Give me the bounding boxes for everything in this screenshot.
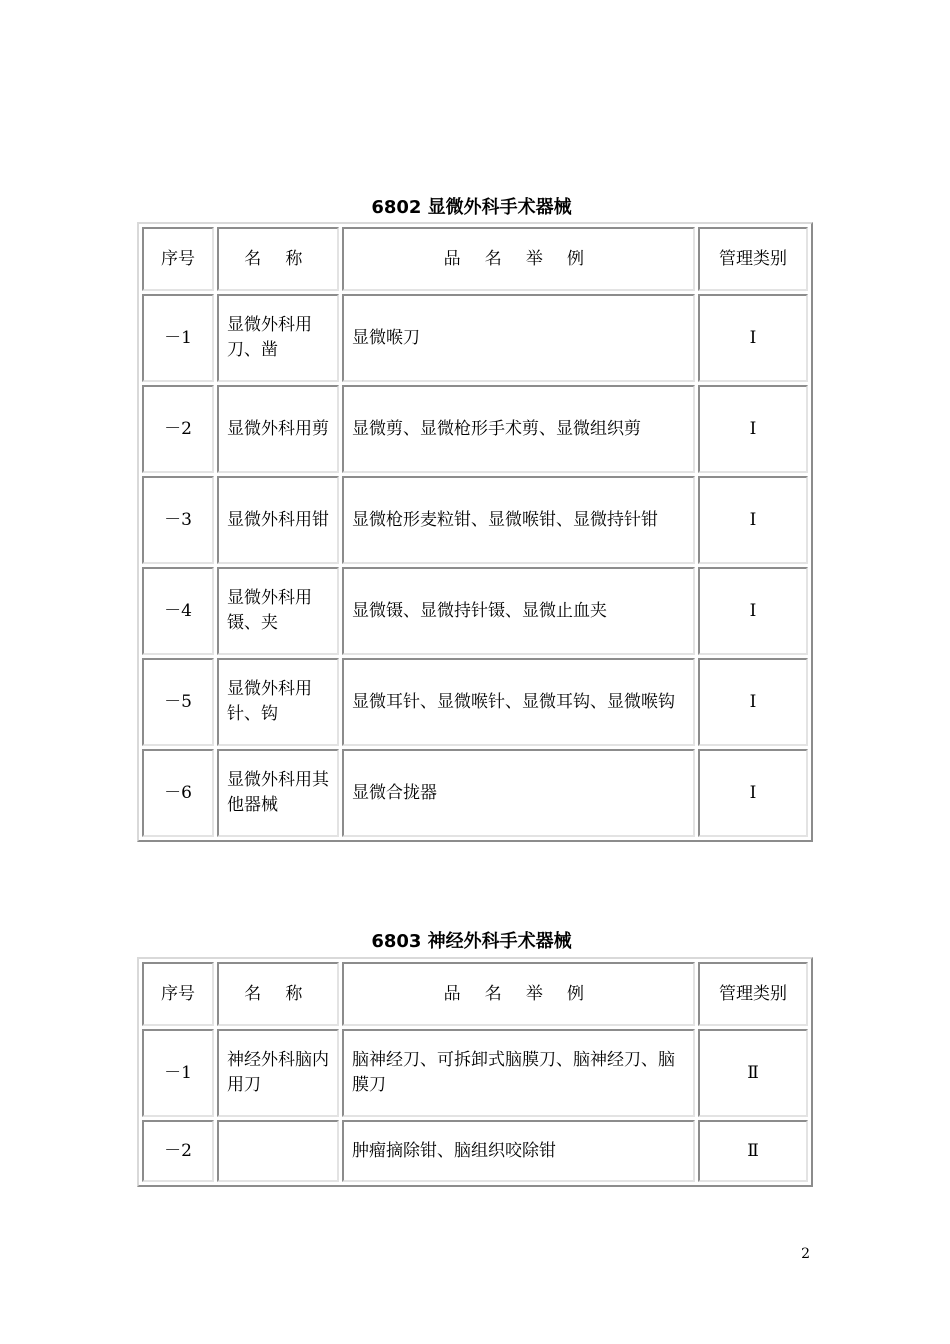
cell-seq: －2 bbox=[142, 1120, 214, 1182]
cell-name: 神经外科脑内用刀 bbox=[217, 1029, 339, 1117]
cell-name: 显微外科用镊、夹 bbox=[217, 567, 339, 655]
cell-class: Ⅱ bbox=[698, 1120, 808, 1182]
table-row bbox=[142, 567, 808, 655]
cell-class: Ⅰ bbox=[698, 294, 808, 382]
header-name: 名 称 bbox=[217, 962, 339, 1026]
cell-seq: －2 bbox=[142, 385, 214, 473]
cell-seq: －1 bbox=[142, 294, 214, 382]
header-examples: 品 名 举 例 bbox=[342, 227, 695, 291]
header-examples: 品 名 举 例 bbox=[342, 962, 695, 1026]
cell-class: Ⅰ bbox=[698, 567, 808, 655]
cell-name: 显微外科用剪 bbox=[217, 385, 339, 473]
table-row bbox=[142, 385, 808, 473]
cell-seq: －4 bbox=[142, 567, 214, 655]
cell-name: 显微外科用刀、凿 bbox=[217, 294, 339, 382]
cell-class: Ⅰ bbox=[698, 476, 808, 564]
cell-examples: 显微喉刀 bbox=[342, 294, 695, 382]
table-row bbox=[142, 294, 808, 382]
cell-name: 显微外科用其他器械 bbox=[217, 749, 339, 837]
cell-examples: 显微枪形麦粒钳、显微喉钳、显微持针钳 bbox=[342, 476, 695, 564]
cell-examples: 肿瘤摘除钳、脑组织咬除钳 bbox=[342, 1120, 695, 1182]
table-row bbox=[142, 476, 808, 564]
cell-class: Ⅰ bbox=[698, 658, 808, 746]
cell-name: 显微外科用针、钩 bbox=[217, 658, 339, 746]
table-row bbox=[142, 1029, 808, 1117]
header-seq: 序号 bbox=[142, 962, 214, 1026]
cell-examples: 显微剪、显微枪形手术剪、显微组织剪 bbox=[342, 385, 695, 473]
section-title-6803: 6803 神经外科手术器械 bbox=[371, 931, 572, 952]
cell-class: Ⅱ bbox=[698, 1029, 808, 1117]
cell-examples: 显微镊、显微持针镊、显微止血夹 bbox=[342, 567, 695, 655]
table-row bbox=[142, 1120, 808, 1182]
cell-seq: －6 bbox=[142, 749, 214, 837]
table-header-row bbox=[142, 962, 808, 1026]
table-row bbox=[142, 658, 808, 746]
cell-seq: －3 bbox=[142, 476, 214, 564]
header-class: 管理类别 bbox=[698, 227, 808, 291]
cell-seq: －1 bbox=[142, 1029, 214, 1117]
header-name: 名 称 bbox=[217, 227, 339, 291]
cell-examples: 脑神经刀、可拆卸式脑膜刀、脑神经刀、脑膜刀 bbox=[342, 1029, 695, 1117]
cell-name bbox=[217, 1120, 339, 1182]
cell-seq: －5 bbox=[142, 658, 214, 746]
table-6802 bbox=[137, 222, 813, 842]
table-row bbox=[142, 749, 808, 837]
header-seq: 序号 bbox=[142, 227, 214, 291]
cell-class: Ⅰ bbox=[698, 385, 808, 473]
cell-name: 显微外科用钳 bbox=[217, 476, 339, 564]
header-class: 管理类别 bbox=[698, 962, 808, 1026]
table-header-row bbox=[142, 227, 808, 291]
page-number: 2 bbox=[801, 1246, 810, 1262]
cell-examples: 显微耳针、显微喉针、显微耳钩、显微喉钩 bbox=[342, 658, 695, 746]
cell-class: Ⅰ bbox=[698, 749, 808, 837]
table-6803 bbox=[137, 957, 813, 1187]
cell-examples: 显微合拢器 bbox=[342, 749, 695, 837]
section-title-6802: 6802 显微外科手术器械 bbox=[371, 197, 572, 218]
